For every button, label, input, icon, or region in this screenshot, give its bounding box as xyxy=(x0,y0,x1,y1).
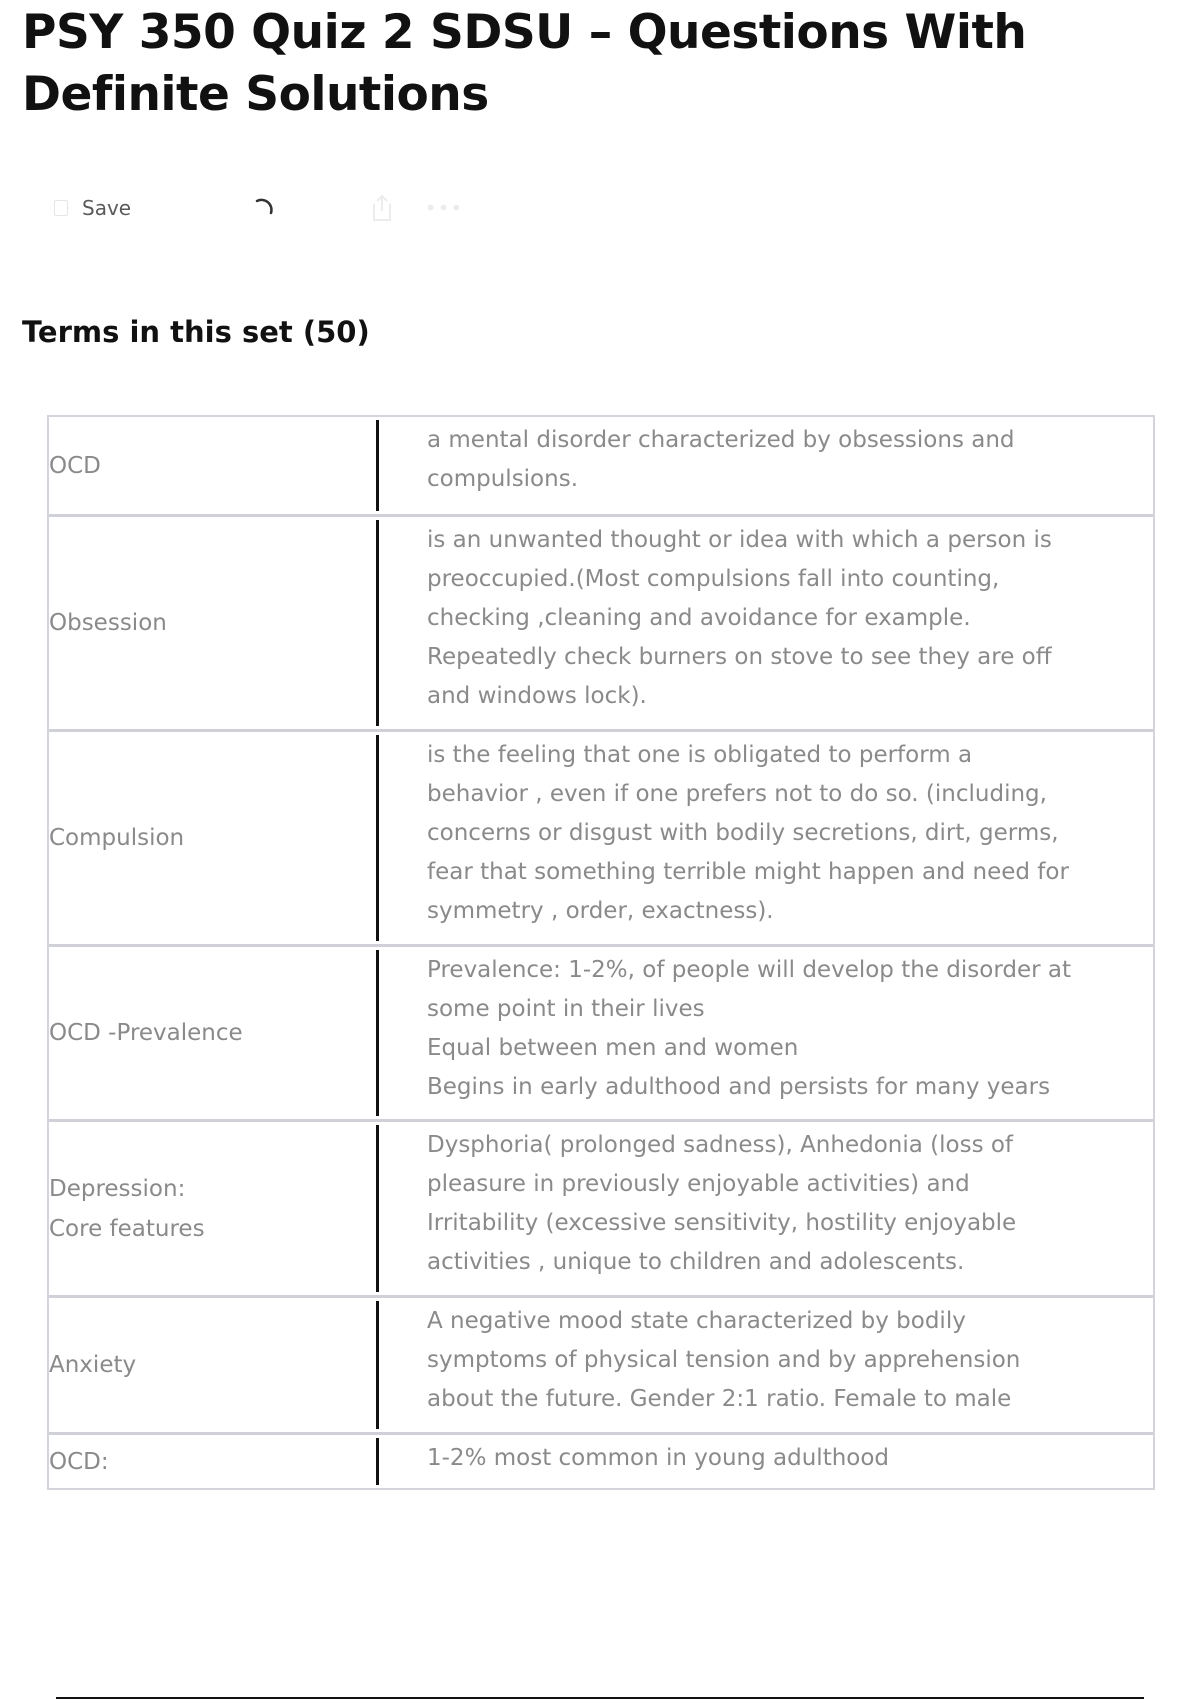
more-icon: ••• xyxy=(424,196,464,220)
share-button[interactable] xyxy=(362,188,402,228)
bottom-divider xyxy=(56,1697,1144,1699)
toolbar xyxy=(54,188,514,228)
share-icon xyxy=(370,194,394,222)
term-row xyxy=(49,417,1153,514)
spinner-icon xyxy=(244,188,284,228)
term-row xyxy=(49,1119,1153,1295)
definition: Dysphoria( prolonged sadness), Anhedonia (loss of pleasure in previously enjoyable activities) and Irritability (excessive sensitivity, hostility enjoyable activities , unique to children and adolescents. xyxy=(427,1132,1017,1275)
save-button[interactable] xyxy=(54,188,131,228)
definition: 1-2% most common in young adulthood xyxy=(427,1445,890,1471)
term: Compulsion xyxy=(49,735,379,941)
term-row xyxy=(49,1432,1153,1488)
term: Obsession xyxy=(49,520,379,726)
term-row xyxy=(49,729,1153,944)
definition: Prevalence: 1-2%, of people will develop the disorder at some point in their lives Equal between men and women Begins in early adulthood and persists for many years xyxy=(427,957,1071,1100)
term-row xyxy=(49,1295,1153,1432)
definition: is the feeling that one is obligated to perform a behavior , even if one prefers not to do so. (including, concerns or disgust with bodily secretions, dirt, germs, fear that something terrible might happen and need for symmetry , order, exactness). xyxy=(427,742,1069,924)
term-row xyxy=(49,514,1153,729)
more-button[interactable] xyxy=(424,188,464,228)
terms-heading: Terms in this set (50) xyxy=(22,315,370,349)
definition: is an unwanted thought or idea with which a person is preoccupied.(Most compulsions fall into counting, checking ,cleaning and avoidance for example. Repeatedly check burners on stove to see they are off and windows lock). xyxy=(427,527,1052,709)
definition: a mental disorder characterized by obsessions and compulsions. xyxy=(427,427,1015,492)
term-row xyxy=(49,944,1153,1119)
save-label: Save xyxy=(82,196,132,220)
definition: A negative mood state characterized by bodily symptoms of physical tension and by apprehension about the future. Gender 2:1 ratio. Female to male xyxy=(427,1308,1021,1412)
term: OCD: xyxy=(49,1438,379,1485)
term: OCD -Prevalence xyxy=(49,950,379,1116)
term: Depression: Core features xyxy=(49,1125,379,1292)
page-title: PSY 350 Quiz 2 SDSU – Questions With Definite Solutions xyxy=(22,5,1027,122)
term: Anxiety xyxy=(49,1301,379,1429)
term: OCD xyxy=(49,420,379,511)
terms-table xyxy=(47,415,1155,1490)
bookmark-icon xyxy=(54,200,68,216)
